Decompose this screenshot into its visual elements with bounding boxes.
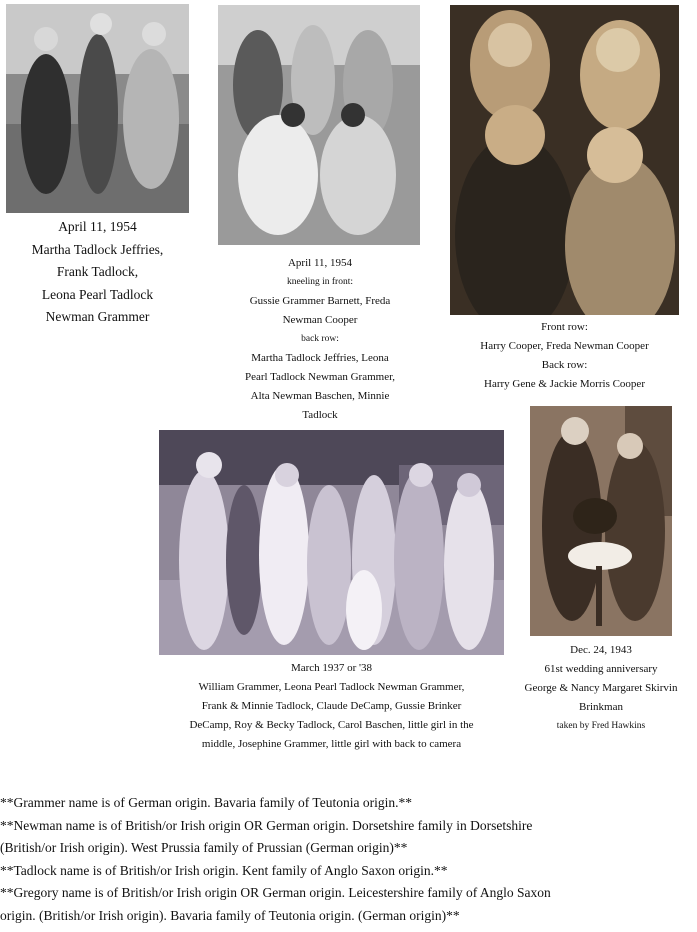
- caption-line: Front row:: [541, 321, 588, 333]
- note-line: **Newman name is of British/or Irish origin OR German origin. Dorsetshire family in Dorsetshire: [0, 817, 533, 833]
- caption-line: Gussie Grammer Barnett, Freda: [249, 295, 391, 307]
- caption-line: 61st wedding anniversary: [544, 663, 658, 675]
- caption-line: George & Nancy Margaret Skirvin: [524, 682, 678, 694]
- photo-family-group-1954: [218, 5, 420, 245]
- caption-line: Leona Pearl Tadlock: [41, 286, 154, 302]
- caption-line: Newman Grammer: [45, 309, 150, 324]
- caption-photo-2: [216, 254, 424, 425]
- caption-line: March 1937 or '38: [290, 662, 373, 674]
- caption-line: Harry Cooper, Freda Newman Cooper: [480, 340, 649, 352]
- caption-line: Pearl Tadlock Newman Grammer,: [244, 371, 396, 383]
- caption-line: Tadlock: [302, 409, 338, 421]
- caption-subheading: back row:: [301, 334, 339, 344]
- photo-cooper-family: [450, 5, 679, 315]
- photo-group-1937: [159, 430, 504, 655]
- note-line: (British/or Irish origin). West Prussia family of Prussian (German origin)**: [0, 840, 408, 855]
- caption-line: Back row:: [541, 359, 588, 371]
- caption-line: middle, Josephine Grammer, little girl with back to camera: [201, 738, 462, 750]
- photo-jeffries-tadlock-grammer: [6, 4, 189, 213]
- caption-line: Martha Tadlock Jeffries,: [31, 241, 164, 257]
- note-line: **Gregory name is of British/or Irish origin OR German origin. Leicestershire family of Anglo Saxon: [0, 885, 551, 900]
- caption-subheading: kneeling in front:: [287, 277, 353, 287]
- caption-line: Brinkman: [579, 701, 623, 713]
- caption-photo-4: [150, 659, 513, 754]
- photo-brinkman-anniversary: [530, 406, 672, 636]
- caption-line: Martha Tadlock Jeffries, Leona: [251, 352, 389, 364]
- caption-line: Frank & Minnie Tadlock, Claude DeCamp, Gussie Brinker: [201, 700, 462, 712]
- surname-origin-notes: [0, 792, 697, 927]
- caption-line: William Grammer, Leona Pearl Tadlock Newman Grammer,: [198, 681, 465, 693]
- caption-line: Harry Gene & Jackie Morris Cooper: [484, 378, 645, 390]
- caption-date: April 11, 1954: [287, 257, 353, 269]
- caption-photo-3: [448, 318, 681, 394]
- note-line: origin. (British/or Irish origin). Bavaria family of Teutonia origin. (German origin)**: [0, 907, 460, 923]
- caption-photo-1: [0, 216, 195, 329]
- photo-credit: taken by Fred Hawkins: [556, 721, 646, 731]
- caption-line: Alta Newman Baschen, Minnie: [250, 390, 390, 402]
- caption-photo-5: [515, 641, 687, 736]
- note-line: **Tadlock name is of British/or Irish origin. Kent family of Anglo Saxon origin.**: [0, 862, 448, 878]
- caption-line: Frank Tadlock,: [56, 264, 139, 279]
- caption-line: DeCamp, Roy & Becky Tadlock, Carol Baschen, little girl in the: [189, 719, 474, 731]
- note-line: **Grammer name is of German origin. Bavaria family of Teutonia origin.**: [0, 795, 412, 810]
- caption-line: April 11, 1954: [58, 219, 137, 234]
- caption-line: Newman Cooper: [282, 314, 358, 326]
- caption-line: Dec. 24, 1943: [570, 644, 632, 656]
